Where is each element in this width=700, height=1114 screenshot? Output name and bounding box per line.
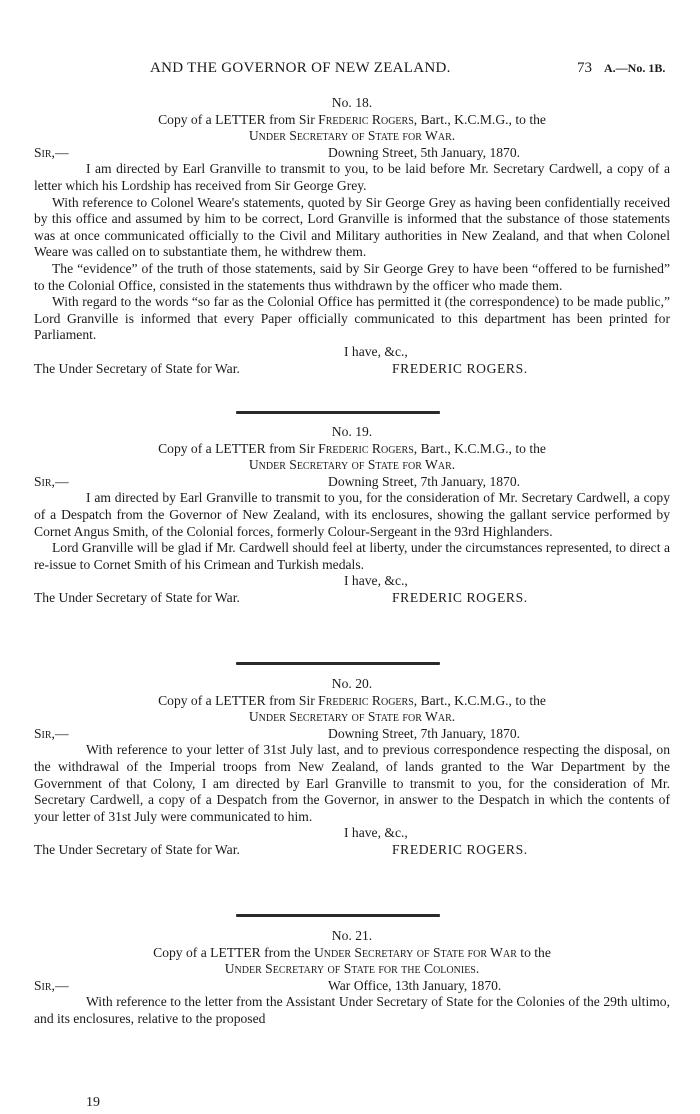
addressee: The Under Secretary of State for War. [34, 841, 240, 857]
salutation: Sir,— [34, 473, 69, 489]
section-divider [236, 914, 440, 917]
salutation: Sir,— [34, 725, 69, 741]
signature: FREDERIC ROGERS. [392, 841, 528, 857]
letter-18 [34, 95, 670, 377]
letter-number: No. 18. [331, 95, 373, 110]
signature: FREDERIC ROGERS. [392, 360, 528, 376]
letter-19 [34, 424, 670, 607]
addressee: The Under Secretary of State for War. [34, 589, 240, 605]
paragraph: I am directed by Earl Granville to transmit to you, for the consideration of Mr. Secretary Cardwell, a copy of a Despatch from the Governor of New Zealand, with its enclosures, showing the gallant service performed by Cornet Angus Smith, of the Colonial forces, formerly Colour-Sergeant in the 93rd Highlanders. [34, 490, 670, 539]
letter-title-line2: Under Secretary of State for War. [248, 709, 456, 725]
letter-number: No. 19. [331, 424, 373, 439]
paragraph: With reference to Colonel Weare's statements, quoted by Sir George Grey as having been confidentially received by this office and assumed by him to be correct, Lord Granville is informed that the substance of those statements was at once communicated officially to the Civil and Military authorities in New Zealand, and that when Colonel Weare was called on to substantiate them, he withdrew them. [34, 194, 670, 260]
paragraph: I am directed by Earl Granville to transmit to you, to be laid before Mr. Secretary Cardwell, a copy of a letter which his Lordship has received from Sir George Grey. [34, 161, 670, 193]
page-header [0, 60, 700, 80]
letter-number: No. 20. [331, 676, 373, 691]
salutation: Sir,— [34, 144, 69, 160]
paragraph: With reference to the letter from the Assistant Under Secretary of State for the Colonies of the 29th ultimo, and its enclosures, relative to the proposed [34, 994, 670, 1026]
paper-reference: A.—No. 1B. [604, 61, 666, 75]
letter-title: Copy of a LETTER from Sir Frederic Rogers, Bart., K.C.M.G., to the [158, 440, 546, 456]
page-number: 73 [577, 60, 592, 76]
letter-title-line2: Under Secretary of State for War. [248, 128, 456, 144]
section-divider [236, 411, 440, 414]
sheet-signature-mark: 19 [86, 1095, 100, 1110]
letter-number: No. 21. [331, 928, 373, 943]
running-title: AND THE GOVERNOR OF NEW ZEALAND. [150, 60, 451, 76]
closing: I have, &c., [344, 343, 408, 359]
place-date: Downing Street, 7th January, 1870. [328, 473, 521, 489]
place-date: War Office, 13th January, 1870. [328, 977, 502, 993]
closing: I have, &c., [344, 825, 408, 841]
letter-title: Copy of a LETTER from the Under Secretary of State for War to the [153, 944, 551, 960]
letter-21 [34, 928, 670, 1028]
letter-title-line2: Under Secretary of State for the Colonies. [224, 961, 480, 977]
letter-20 [34, 676, 670, 859]
section-divider [236, 662, 440, 665]
letter-title: Copy of a LETTER from Sir Frederic Rogers, Bart., K.C.M.G., to the [158, 692, 546, 708]
letter-title-line2: Under Secretary of State for War. [248, 457, 456, 473]
letter-title: Copy of a LETTER from Sir Frederic Rogers, Bart., K.C.M.G., to the [158, 111, 546, 127]
place-date: Downing Street, 7th January, 1870. [328, 725, 521, 741]
paragraph: With reference to your letter of 31st July last, and to previous correspondence respecting the disposal, on the withdrawal of the Imperial troops from New Zealand, of lands granted to the War Department by the Government of that Colony, I am directed by Earl Granville to transmit to you, for the consideration of Mr. Secretary Cardwell, a copy of a Despatch from the Governor, in answer to the Despatch in which the contents of your letter of 31st July were communicated to him. [34, 742, 670, 824]
salutation: Sir,— [34, 977, 69, 993]
signature: FREDERIC ROGERS. [392, 589, 528, 605]
addressee: The Under Secretary of State for War. [34, 360, 240, 376]
closing: I have, &c., [344, 573, 408, 589]
paragraph: With regard to the words “so far as the Colonial Office has permitted it (the correspondence) to be made public,” Lord Granville is informed that every Paper officially communicated to this department has been printed for Parliament. [34, 294, 670, 343]
place-date: Downing Street, 5th January, 1870. [328, 144, 521, 160]
paragraph: The “evidence” of the truth of those statements, said by Sir George Grey to have been “offered to be furnished” to the Colonial Office, consisted in the statements thus withdrawn by the officer who made them. [34, 260, 670, 293]
paragraph: Lord Granville will be glad if Mr. Cardwell should feel at liberty, under the circumstances represented, to direct a re-issue to Cornet Smith of his Crimean and Turkish medals. [34, 540, 670, 572]
